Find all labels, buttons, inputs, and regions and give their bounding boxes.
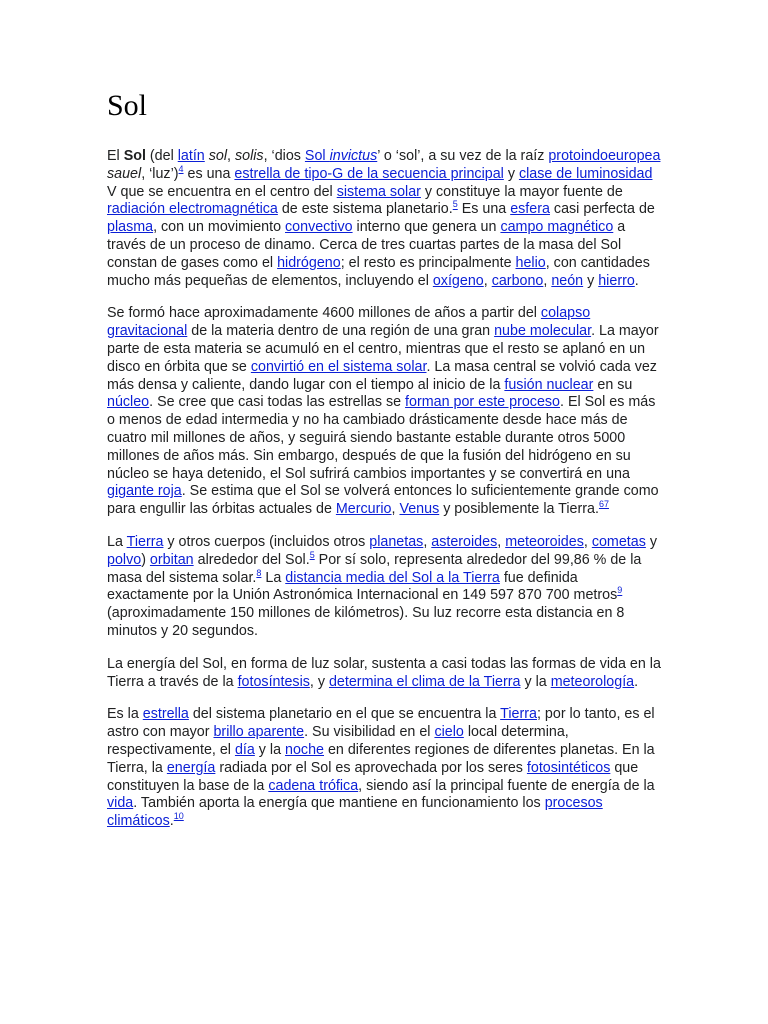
paragraph (107, 656, 663, 692)
article-link[interactable]: distancia media del Sol a la Tierra (285, 569, 500, 586)
text-run: La (261, 569, 286, 586)
paragraph (107, 148, 663, 290)
text-run: , siendo así la principal fuente de energía de la (358, 777, 655, 794)
article-link[interactable]: hierro (598, 272, 635, 289)
article-link[interactable]: convectivo (285, 219, 353, 236)
article-link[interactable]: noche (285, 741, 324, 758)
article-link[interactable]: latín (177, 148, 205, 164)
text-run: , y (309, 673, 329, 690)
text-run: a través de un proceso de dinamo. Cerca de tres cuartas partes de la masa del Sol constan de gases como el (107, 219, 626, 271)
article-link[interactable]: neón (551, 272, 584, 289)
article-link[interactable]: colapso gravitacional (107, 305, 591, 340)
text-run: casi perfecta de (549, 201, 655, 218)
text-run: La (107, 533, 127, 550)
text-run: y otros cuerpos (incluidos otros (163, 533, 370, 550)
article-link[interactable]: determina el clima de la Tierra (328, 673, 521, 690)
text-run: El (107, 148, 124, 164)
article-link[interactable]: asteroides (431, 533, 498, 550)
article-link[interactable]: meteorología (550, 673, 635, 690)
article-link[interactable]: plasma (107, 219, 154, 236)
article-link[interactable]: meteoroides (505, 533, 584, 550)
text-run: y posiblemente la Tierra. (439, 501, 599, 518)
page-title: Sol (107, 89, 148, 122)
text-run: , ‘luz’) (141, 165, 179, 182)
article-link[interactable]: cielo (434, 724, 464, 741)
article-link[interactable]: esfera (510, 201, 550, 218)
text-run: solis (234, 148, 264, 164)
article-link[interactable]: día (234, 741, 255, 758)
article-link[interactable]: helio (515, 254, 546, 271)
text-run: , (497, 533, 506, 550)
article-link[interactable]: brillo aparente (213, 724, 305, 741)
article-body (107, 148, 663, 831)
text-run: , con un movimiento (153, 219, 286, 236)
article-link[interactable]: energía (166, 759, 216, 776)
reference-link[interactable]: 67 (598, 499, 609, 510)
text-run: . La mayor parte de esta materia se acumuló en el centro, mientras que el resto se aplanó en un disco en órbita que se (107, 323, 659, 375)
article-link[interactable]: planetas (369, 533, 424, 550)
text-run: radiada por el Sol es aprovechada por los seres (215, 759, 527, 776)
article-link[interactable]: polvo (107, 551, 142, 568)
text-run: V que se encuentra en el centro del (107, 183, 337, 200)
text-run: de este sistema planetario. (277, 201, 453, 218)
text-run: sauel (107, 165, 142, 182)
text-run: del sistema planetario en el que se encuentra la (188, 706, 501, 723)
paragraph (107, 305, 663, 519)
text-run: , (391, 501, 400, 518)
text-run: y la (520, 673, 551, 690)
text-run: Sol (123, 148, 146, 164)
text-run: , ‘dios (263, 148, 305, 164)
text-run: en su (593, 376, 633, 393)
text-run: . (634, 272, 639, 289)
text-run: ; por lo tanto, es el astro con mayor (107, 706, 655, 741)
text-run: , (543, 272, 552, 289)
text-run: y la (254, 741, 286, 758)
text-run: fue definida exactamente por la Unión Astronómica Internacional en 149 597 870 700 metros (107, 569, 618, 604)
article-link[interactable]: gigante roja (107, 483, 182, 500)
text-run: . (634, 673, 639, 690)
article-link[interactable]: Tierra (126, 533, 164, 550)
article-link[interactable]: sistema solar (336, 183, 421, 200)
article-link[interactable]: oxígeno (432, 272, 484, 289)
reference-link[interactable]: 4 (178, 164, 184, 175)
article-link[interactable]: fotosintéticos (526, 759, 611, 776)
text-run: . El Sol es más o menos de edad intermedia y no ha cambiado drásticamente desde hace más de cuatro mil millones de años, y seguirá siendo bastante estable durante otros 5000 millones de años más. Sin embargo, después de que la fusión del hidrógeno en su núcleo se haya detenido, el Sol sufrirá cambios importantes y se convertirá en una (107, 394, 656, 482)
text-run: ) (141, 551, 150, 568)
article-link[interactable]: forman por este proceso (405, 394, 560, 411)
text-run: en diferentes regiones de diferentes planetas. En la Tierra, la (107, 741, 655, 776)
article-link[interactable]: cometas (591, 533, 646, 550)
paragraph (107, 534, 663, 641)
article-link[interactable]: campo magnético (500, 219, 614, 236)
text-run: , (227, 148, 235, 164)
text-run: Por sí solo, representa alrededor del 99,86 % de la masa del sistema solar. (107, 551, 642, 586)
text-run: que constituyen la base de la (107, 759, 639, 794)
text-run: Se formó hace aproximadamente 4600 millones de años a partir del (107, 305, 541, 322)
article-link[interactable]: Sol (304, 148, 330, 164)
article-link[interactable]: nube molecular (494, 323, 592, 340)
reference-link[interactable]: 8 (256, 567, 262, 578)
text-run: (aproximadamente 150 millones de kilómetros). Su luz recorre esta distancia en 8 minutos y 20 segundos. (107, 605, 625, 639)
article-link[interactable]: fusión nuclear (504, 376, 594, 393)
text-run: . Se cree que casi todas las estrellas se (149, 394, 406, 411)
article-link[interactable]: carbono (491, 272, 544, 289)
text-run: ’ o ‘sol’, a su vez de la raíz (377, 148, 549, 164)
article-link[interactable]: Tierra (500, 706, 537, 723)
text-run: y (583, 272, 599, 289)
text-run: . La masa central se volvió cada vez más densa y caliente, dando lugar con el tiempo al inicio de la (107, 358, 657, 393)
reference-link[interactable]: 9 (617, 585, 623, 596)
text-run: local determina, respectivamente, el (107, 724, 569, 758)
text-run: y (503, 165, 519, 182)
text-run: es una (183, 165, 235, 182)
text-run: de la materia dentro de una región de una gran (187, 323, 495, 340)
article-link[interactable]: cadena trófica (268, 777, 359, 794)
article-link[interactable]: hidrógeno (277, 254, 341, 271)
text-run: , (423, 533, 432, 550)
text-run: ; el resto es principalmente (340, 254, 516, 271)
text-run: y constituye la mayor fuente de (420, 183, 623, 200)
text-run: , (583, 533, 592, 550)
text-run: Es la (107, 706, 143, 723)
text-run: . También aporta la energía que mantiene en funcionamiento los (133, 795, 545, 812)
reference-link[interactable]: 5 (452, 199, 458, 210)
reference-link[interactable]: 5 (309, 549, 315, 560)
article-link[interactable]: Venus (399, 501, 440, 518)
text-run: . (169, 813, 174, 830)
text-run: . Se estima que el Sol se volverá entonces lo suficientemente grande como para engullir las órbitas actuales de (107, 483, 659, 518)
article-link[interactable]: Mercurio (335, 501, 392, 518)
reference-link[interactable]: 10 (173, 811, 184, 822)
text-run: , con cantidades mucho más pequeñas de elementos, incluyendo el (107, 254, 650, 289)
article-link[interactable]: clase de luminosidad (518, 165, 653, 182)
article-link[interactable]: procesos climáticos (107, 795, 603, 830)
reference-marker (617, 586, 622, 596)
article-link[interactable]: estrella (142, 706, 189, 723)
article-link[interactable]: orbitan (149, 551, 194, 568)
article-link[interactable]: protoindoeuropea (548, 148, 661, 164)
article-link[interactable]: estrella de tipo-G de la secuencia principal (234, 165, 504, 182)
article-link[interactable]: invictus (329, 148, 378, 164)
text-run: (del (145, 148, 178, 164)
text-run: , (483, 272, 492, 289)
text-run: sol (208, 148, 228, 164)
article-link[interactable]: fotosíntesis (237, 673, 310, 690)
article (107, 86, 663, 846)
article-link[interactable]: convirtió en el sistema solar (250, 358, 427, 375)
article-link[interactable]: núcleo (107, 394, 150, 411)
text-run: alrededor del Sol. (193, 551, 310, 568)
text-run: y (645, 533, 657, 550)
text-run: Es una (457, 201, 511, 218)
reference-marker (599, 499, 609, 509)
text-run: interno que genera un (352, 219, 501, 236)
article-link[interactable]: vida (107, 795, 134, 812)
text-run: La energía del Sol, en forma de luz solar, sustenta a casi todas las formas de vida en la Tierra a través de la (107, 655, 661, 690)
article-link[interactable]: radiación electromagnética (107, 201, 278, 218)
paragraph (107, 706, 663, 831)
text-run: . Su visibilidad en el (304, 724, 435, 741)
reference-marker (174, 811, 184, 821)
